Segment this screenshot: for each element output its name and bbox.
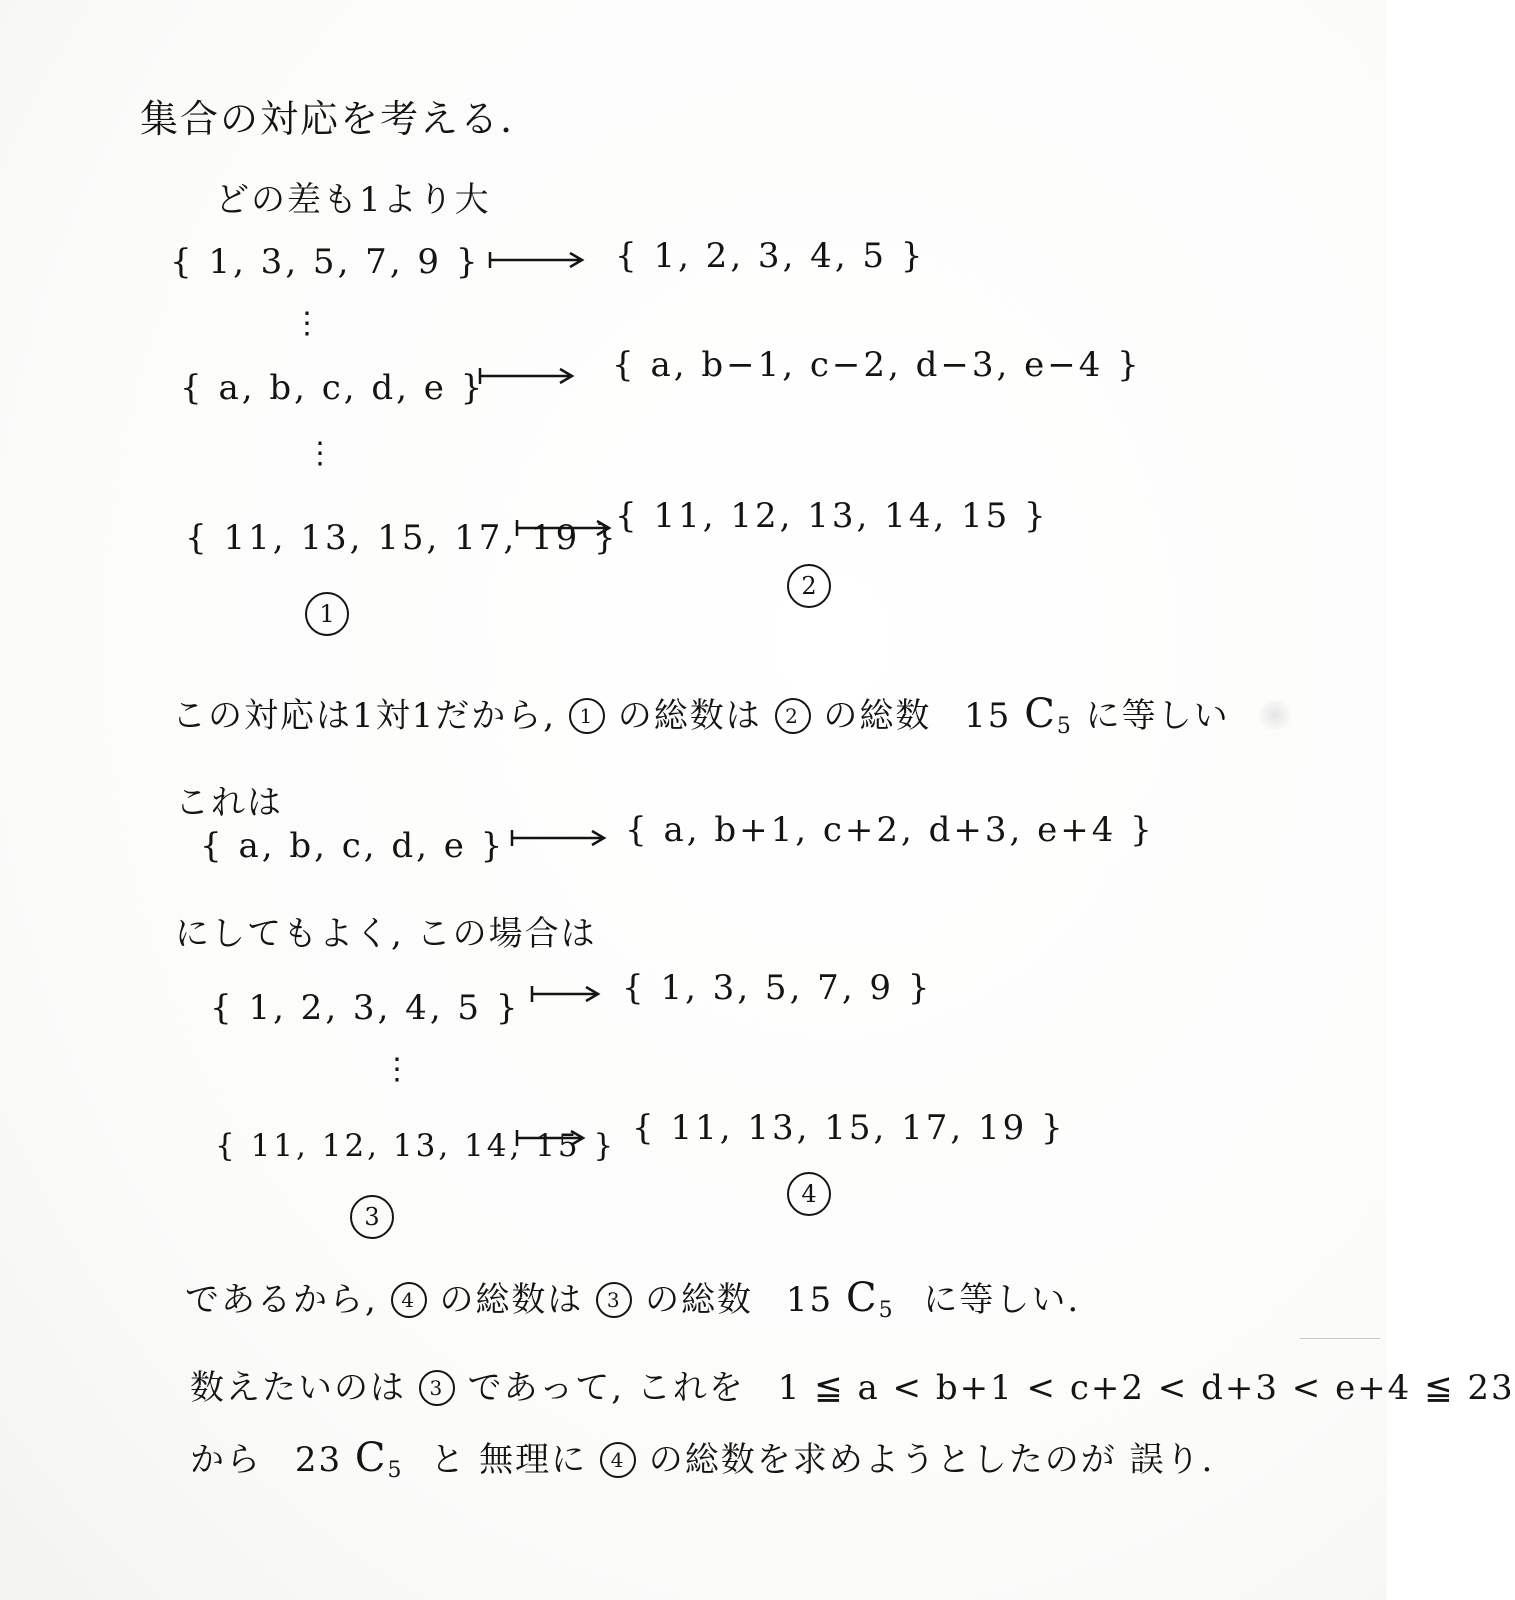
vertical-ellipsis: ⋮	[382, 1052, 412, 1087]
statement-suffix: に等しい	[1085, 696, 1230, 736]
inequality: 1 ≦ a < b+1 < c+2 < d+3 < e+4 ≦ 23	[777, 1368, 1515, 1408]
vertical-ellipsis: ⋮	[305, 436, 335, 471]
circled-ref-3: 3	[596, 1282, 632, 1318]
map5-left: { 1, 2, 3, 4, 5 }	[210, 988, 521, 1028]
statement-equal-count	[185, 1272, 1080, 1323]
map6-left: { 11, 12, 13, 14, 15 }	[215, 1128, 617, 1164]
statement-prefix: であるから,	[185, 1280, 378, 1320]
kore-text: これは	[175, 783, 283, 823]
statement-what-to-count	[190, 1360, 1515, 1410]
statement-bijection	[172, 688, 1230, 739]
map1-right: { 1, 2, 3, 4, 5 }	[615, 236, 926, 276]
paper-smudge	[1255, 700, 1295, 730]
statement-error	[190, 1432, 1214, 1483]
binomial-n: 15	[964, 696, 1012, 736]
circled-ref-1: 1	[569, 698, 605, 734]
map2-right: { a, b−1, c−2, d−3, e−4 }	[612, 345, 1142, 385]
binomial-n: 23	[294, 1440, 343, 1480]
circled-ref-3: 3	[419, 1370, 455, 1406]
statement-prefix: この対応は1対1だから,	[172, 696, 557, 736]
map2-left: { a, b, c, d, e }	[180, 368, 486, 408]
alternate-statement: にしてもよく, この場合は	[175, 914, 597, 954]
map3-left: { 11, 13, 15, 17, 19 }	[185, 518, 619, 558]
condition: どの差も1より大	[215, 180, 491, 220]
statement-text: の総数	[823, 696, 932, 736]
binomial-k: 5	[387, 1458, 404, 1483]
binomial-c: C	[1024, 691, 1057, 737]
circled-label-2: 2	[787, 564, 831, 608]
map3-right: { 11, 12, 13, 14, 15 }	[615, 496, 1049, 536]
maps-to-arrow	[530, 982, 602, 1006]
maps-to-arrow	[515, 516, 613, 540]
statement-prefix: 数えたいのは	[190, 1368, 406, 1408]
maps-to-arrow	[488, 248, 586, 272]
statement-text: であって, これを	[467, 1368, 745, 1408]
map4-right: { a, b+1, c+2, d+3, e+4 }	[625, 810, 1155, 850]
statement-text: の総数は	[439, 1280, 584, 1320]
statement-prefix: から	[190, 1440, 262, 1480]
circled-label-1: 1	[305, 592, 349, 636]
circled-label-4: 4	[787, 1172, 831, 1216]
binomial-c: C	[845, 1275, 879, 1321]
binomial-c: C	[354, 1435, 388, 1481]
statement-text: と 無理に	[430, 1440, 588, 1480]
circled-ref-4: 4	[391, 1282, 427, 1318]
statement-suffix: の総数を求めようとしたのが 誤り.	[648, 1440, 1215, 1480]
circled-ref-4: 4	[600, 1442, 636, 1478]
binomial-n: 15	[785, 1280, 834, 1320]
maps-to-arrow	[515, 1126, 587, 1150]
circled-ref-2: 2	[775, 698, 811, 734]
statement-suffix: に等しい.	[923, 1280, 1081, 1320]
vertical-ellipsis: ⋮	[292, 306, 322, 341]
paper-edge-line	[1300, 1338, 1380, 1339]
map4-left: { a, b, c, d, e }	[200, 826, 506, 866]
maps-to-arrow	[510, 826, 608, 850]
maps-to-arrow	[478, 364, 576, 388]
circled-label-3: 3	[350, 1195, 394, 1239]
binomial-k: 5	[878, 1298, 895, 1323]
binomial-k: 5	[1056, 714, 1073, 739]
heading: 集合の対応を考える.	[140, 97, 515, 141]
map1-left: { 1, 3, 5, 7, 9 }	[170, 242, 481, 282]
map5-right: { 1, 3, 5, 7, 9 }	[622, 968, 933, 1008]
map6-right: { 11, 13, 15, 17, 19 }	[632, 1108, 1066, 1148]
statement-text: の総数は	[617, 696, 762, 736]
statement-text: の総数	[645, 1280, 754, 1320]
